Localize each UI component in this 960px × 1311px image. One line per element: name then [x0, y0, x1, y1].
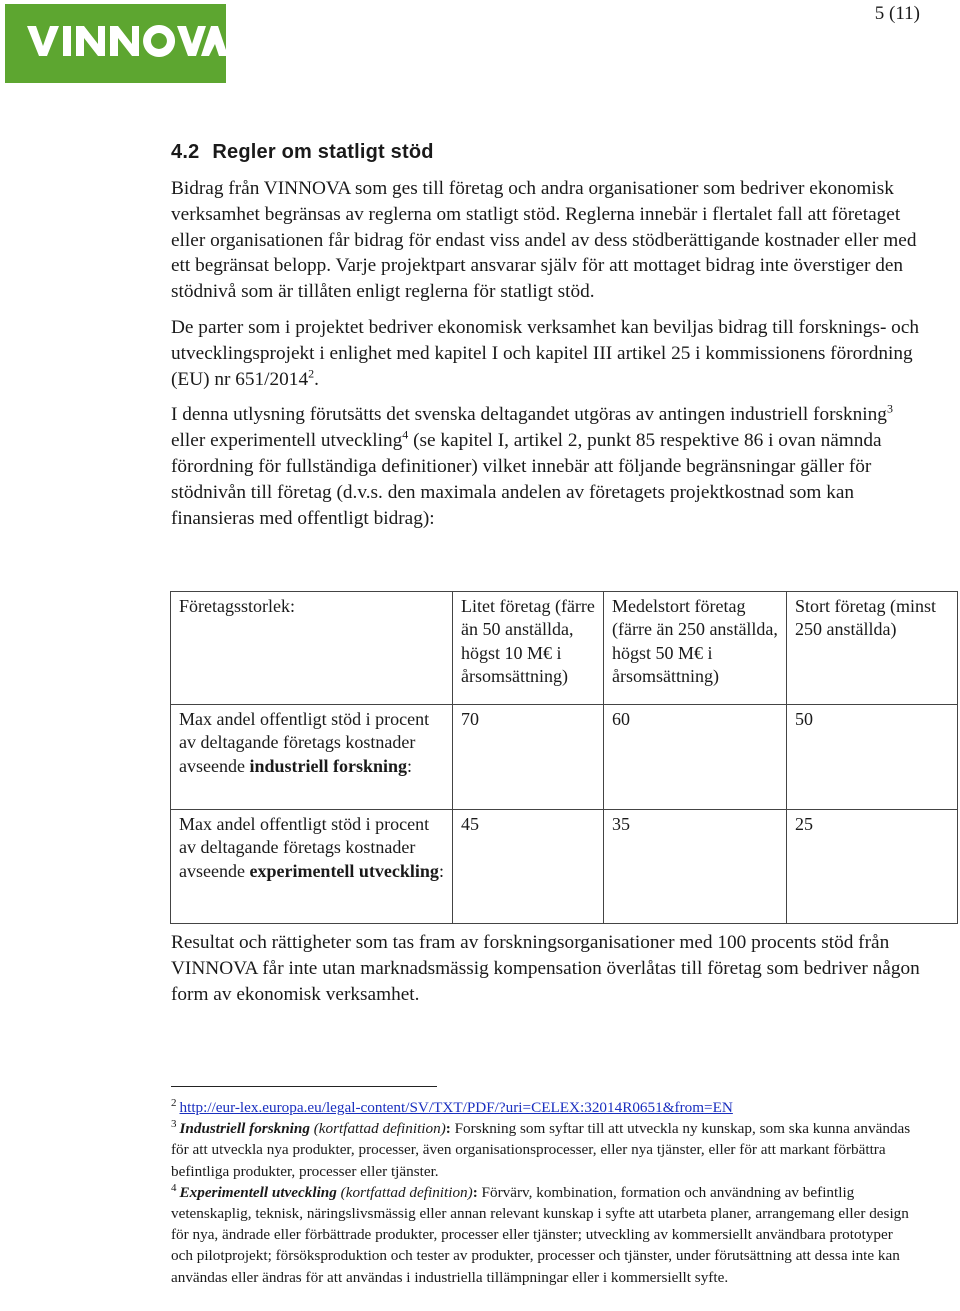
company-size-label: Företagsstorlek: — [179, 596, 295, 616]
section-body — [171, 141, 921, 541]
footnote-4 — [171, 1182, 911, 1288]
page-number: 5 (11) — [874, 3, 920, 24]
footnote-term: Experimentell utveckling — [179, 1183, 337, 1201]
experimental-label-colon: : — [438, 860, 444, 881]
experimental-large-value: 25 — [795, 814, 813, 834]
footnote-note: (kortfattad definition) — [309, 1120, 446, 1138]
experimental-development-label — [171, 810, 452, 883]
footnote-ref-2[interactable]: 2 — [308, 366, 315, 381]
table-cell — [171, 592, 453, 705]
table-cell — [604, 705, 787, 810]
paragraph-funding-limits — [171, 402, 921, 531]
paragraph-eligible-parties-text: De parter som i projektet bedriver ekonomisk verksamhet kan beviljas bidrag till forsknings- och utvecklingsprojekt i enlighet med kapitel I och kapitel III artikel 25 i kommissionens förordning (EU) nr 651/2014 — [171, 316, 920, 390]
experimental-label-text: Max andel offentligt stöd i procent av deltagande företags kostnader avseende — [179, 814, 430, 881]
vinnova-logo-wordmark — [5, 4, 226, 83]
vinnova-logo — [5, 4, 226, 83]
experimental-small-value: 45 — [461, 814, 479, 834]
table-row — [171, 592, 958, 705]
table-cell — [787, 705, 958, 810]
table-cell — [453, 705, 604, 810]
table-row — [171, 810, 958, 924]
small-company-header: Litet företag (färre än 50 anställda, högst 10 M€ i årsomsättning) — [461, 596, 595, 686]
footnote-term: Industriell forskning — [179, 1120, 310, 1138]
footnote-ref-3[interactable]: 3 — [886, 401, 893, 416]
table-cell — [171, 705, 453, 810]
section-heading — [171, 141, 921, 164]
industrial-small-value: 70 — [461, 709, 479, 729]
table-row — [171, 705, 958, 810]
industrial-label-text: Max andel offentligt stöd i procent av deltagande företags kostnader avseende — [179, 709, 430, 776]
paragraph-funding-limits-a: I denna utlysning förutsätts det svenska deltagandet utgöras av antingen industriell forskning — [171, 404, 887, 426]
paragraph-results-rights: Resultat och rättigheter som tas fram av forskningsorganisationer med 100 procents stöd från VINNOVA får inte utan marknadsmässig kompensation överlåtas till företag som bedriver någon form av ekonomisk verksamhet. — [171, 932, 920, 1005]
footnote-divider — [171, 1086, 437, 1087]
footnote-note: (kortfattad definition) — [336, 1183, 473, 1201]
table-cell — [604, 592, 787, 705]
section-title: Regler om statligt stöd — [212, 141, 434, 163]
footnote-text: Forskning som syftar till att utveckla ny kunskap, som ska kunna användas för att utveckla nya produkter, processer, även organisationsprocesser, eller nya tjänster, eller för att markant förbättra befintliga produkter, processer eller tjänster. — [171, 1120, 911, 1180]
medium-company-header: Medelstort företag (färre än 250 anställda, högst 50 M€ i årsomsättning) — [612, 596, 778, 686]
industrial-research-label — [171, 705, 452, 778]
footnote-number: 2 — [171, 1096, 177, 1109]
footnote-ref-4[interactable]: 4 — [402, 427, 409, 442]
footnote-colon: : — [472, 1183, 478, 1201]
table-cell — [171, 810, 453, 924]
large-company-header: Stort företag (minst 250 anställda) — [795, 596, 936, 640]
industrial-medium-value: 60 — [612, 709, 630, 729]
table-cell — [787, 592, 958, 705]
table-cell — [453, 810, 604, 924]
footnote-3 — [171, 1118, 911, 1182]
paragraph-eligible-parties — [171, 315, 921, 392]
industrial-large-value: 50 — [795, 709, 813, 729]
aid-intensity-table — [170, 591, 958, 924]
section-number: 4.2 — [171, 141, 200, 163]
paragraph-end-period: . — [314, 368, 319, 390]
table-cell — [604, 810, 787, 924]
eur-lex-link[interactable]: http://eur-lex.europa.eu/legal-content/SV/TXT/PDF/?uri=CELEX:32014R0651&from=EN — [179, 1099, 733, 1116]
footnote-number: 3 — [171, 1118, 177, 1131]
experimental-label-bold: experimentell utveckling — [249, 860, 439, 881]
footnotes — [171, 1097, 911, 1288]
industrial-label-bold: industriell forskning — [249, 755, 408, 776]
table-cell — [787, 810, 958, 924]
footnote-colon: : — [445, 1120, 451, 1138]
footnote-number: 4 — [171, 1181, 177, 1194]
table-cell — [453, 592, 604, 705]
experimental-medium-value: 35 — [612, 814, 630, 834]
industrial-label-colon: : — [407, 755, 413, 776]
footnote-text: Förvärv, kombination, formation och användning av befintlig vetenskaplig, teknisk, näringslivsmässig eller annan relevant kunskap i syfte att utarbeta planer, arrangemang eller design för nya, ändrade eller förbättrade produkter, processer eller tjänster; utveckling av kommersiellt användbara prototyper och pilotprojekt; försöksproduktion och tester av produkter, processer och tjänster, under förutsättning att dessa inte kan användas eller ändras för att användas i industriella tillämpningar eller i kommersiellt syfte. — [171, 1183, 909, 1286]
footnote-2 — [171, 1097, 911, 1118]
paragraph-funding-limits-b: eller experimentell utveckling — [171, 430, 403, 452]
paragraph-state-aid-rules: Bidrag från VINNOVA som ges till företag och andra organisationer som bedriver ekonomisk verksamhet begränsas av reglerna om statligt stöd. Reglerna innebär i flertalet fall att företaget eller organisationen får bidrag för endast viss andel av dess stödberättigande kostnader eller med ett begränsat belopp. Varje projektpart ansvarar själv för att mottaget bidrag inte överstiger den stödnivå som är tillåten enligt reglerna för statligt stöd. — [171, 178, 917, 303]
paragraph-funding-limits-c: (se kapitel I, artikel 2, punkt 85 respektive 86 i ovan nämnda förordning för fullständiga definitioner) vilket innebär att följande begränsningar gäller för stödnivån till företag (d.v.s. den maximala andelen av företagets projektkostnad som kan finansieras med offentligt bidrag): — [171, 430, 882, 529]
